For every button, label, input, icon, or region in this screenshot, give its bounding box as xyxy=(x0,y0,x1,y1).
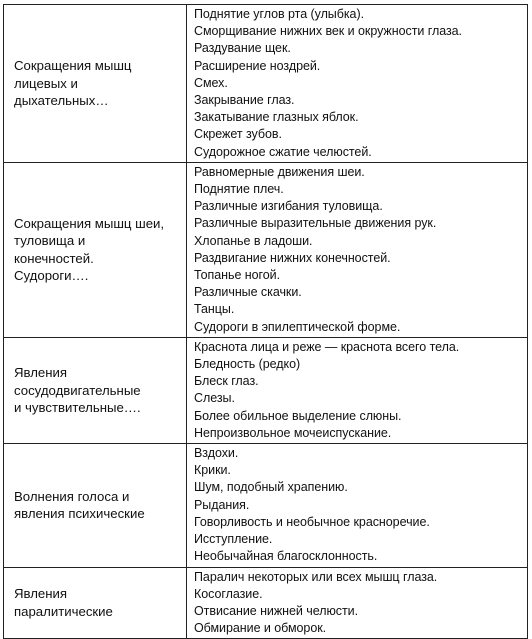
list-item: Поднятие плеч. xyxy=(194,182,284,197)
items-cell xyxy=(187,5,528,163)
items-cell xyxy=(187,444,528,567)
table-row xyxy=(4,444,528,567)
list-item: Судорожное сжатие челюстей. xyxy=(194,144,372,159)
list-item: Отвисание нижней челюсти. xyxy=(194,603,359,618)
list-item: Сморщивание нижних век и окружности глаза. xyxy=(194,24,462,39)
list-item: Смех. xyxy=(194,75,228,90)
category-label: Сокращения мышц шеи, туловища и конечностей. Судороги…. xyxy=(14,215,165,284)
category-label: Явления паралитические xyxy=(14,586,113,619)
list-item: Раздувание щек. xyxy=(194,41,291,56)
list-item: Обмирание и обморок. xyxy=(194,621,327,636)
table-row xyxy=(4,162,528,337)
category-cell xyxy=(4,567,187,639)
list-item: Краснота лица и реже — краснота всего тела. xyxy=(194,339,460,354)
list-item: Непроизвольное мочеиспускание. xyxy=(194,425,392,440)
items-cell xyxy=(187,162,528,337)
list-item: Различные скачки. xyxy=(194,285,302,300)
list-item: Хлопанье в ладоши. xyxy=(194,233,313,248)
list-item: Бледность (редко) xyxy=(194,357,301,372)
list-item: Различные изгибания туловища. xyxy=(194,199,383,214)
list-item: Блеск глаз. xyxy=(194,374,259,389)
list-item: Более обильное выделение слюны. xyxy=(194,408,402,423)
category-cell xyxy=(4,5,187,163)
list-item: Равномерные движения шеи. xyxy=(194,164,365,179)
list-item: Судороги в эпилептической форме. xyxy=(194,319,401,334)
list-item: Раздвигание нижних конечностей. xyxy=(194,250,391,265)
list-item: Поднятие углов рта (улыбка). xyxy=(194,7,364,21)
list-item: Рыдания. xyxy=(194,497,250,512)
list-item: Топанье ногой. xyxy=(194,268,281,283)
list-item: Вздохи. xyxy=(194,446,239,461)
list-item: Паралич некоторых или всех мышц глаза. xyxy=(194,569,438,584)
list-item: Различные выразительные движения рук. xyxy=(194,216,437,231)
list-item: Закатывание глазных яблок. xyxy=(194,110,359,125)
list-item: Закрывание глаз. xyxy=(194,93,295,108)
items-cell xyxy=(187,567,528,639)
category-label: Волнения голоса и явления психические xyxy=(14,488,145,522)
list-item: Скрежет зубов. xyxy=(194,127,282,142)
list-item: Слезы. xyxy=(194,391,235,406)
list-item: Шум, подобный храпению. xyxy=(194,480,348,495)
list-item: Расширение ноздрей. xyxy=(194,58,321,73)
table-row xyxy=(4,567,528,639)
list-item: Крики. xyxy=(194,463,231,478)
table-row xyxy=(4,337,528,443)
category-label: Сокращения мышц лицевых и дыхательных… xyxy=(14,58,132,109)
category-label: Явления сосудодвигательные и чувствительные…. xyxy=(14,365,141,416)
list-item: Необычайная благосклонность. xyxy=(194,549,378,564)
list-item: Говорливость и необычное красноречие. xyxy=(194,514,430,529)
category-cell xyxy=(4,162,187,337)
list-item: Косоглазие. xyxy=(194,586,263,601)
symptoms-table xyxy=(3,4,528,639)
list-item: Исступление. xyxy=(194,532,273,547)
table-body xyxy=(4,5,528,639)
table-row xyxy=(4,5,528,163)
items-cell xyxy=(187,337,528,443)
category-cell xyxy=(4,337,187,443)
list-item: Танцы. xyxy=(194,302,235,317)
category-cell xyxy=(4,444,187,567)
